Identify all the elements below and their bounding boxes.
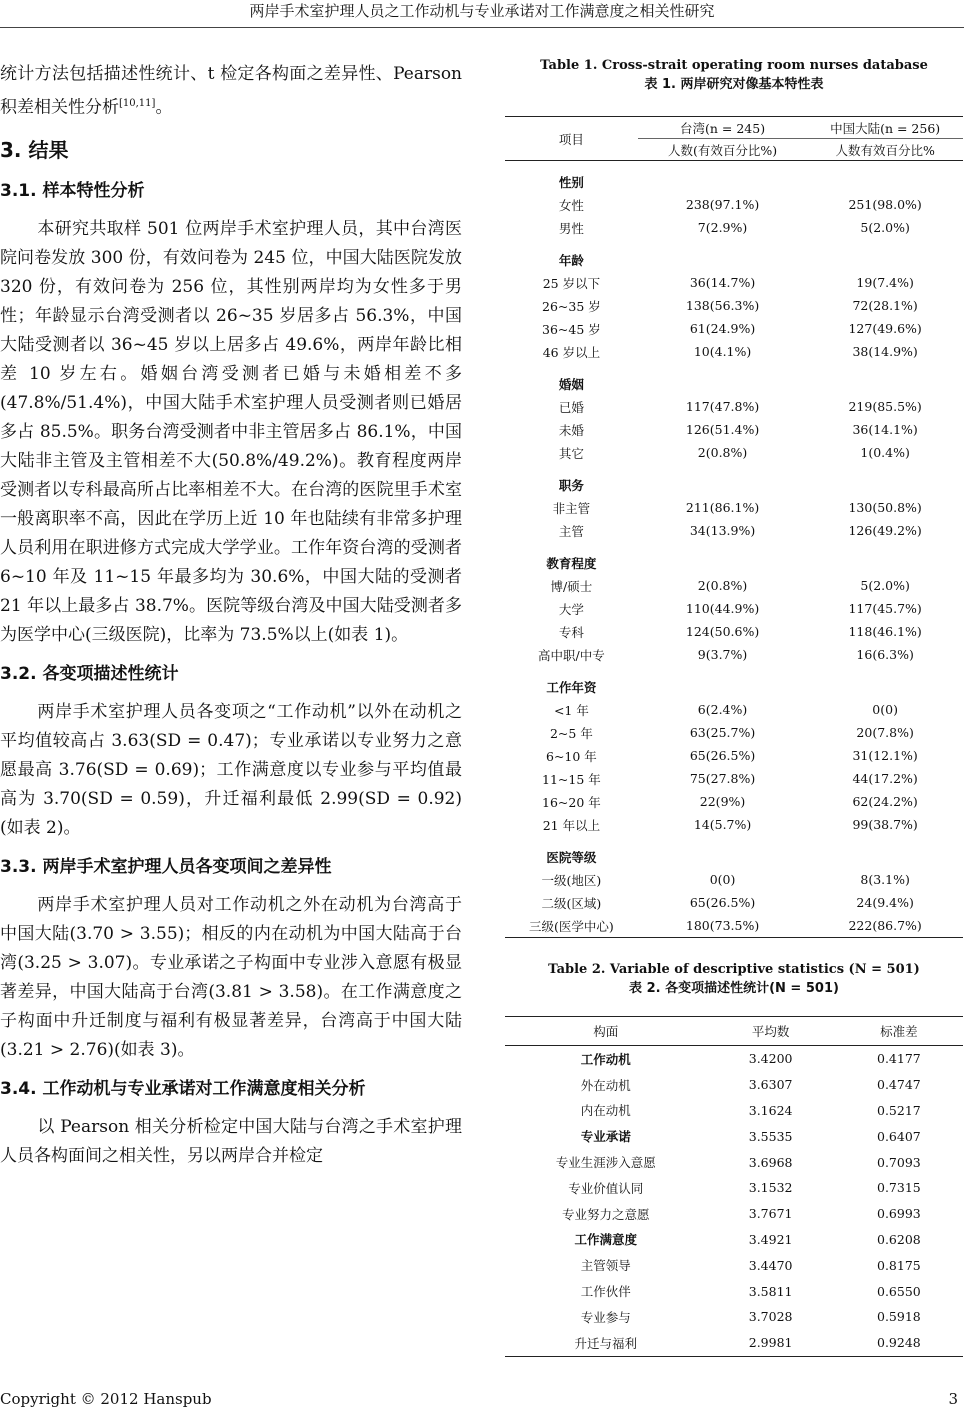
table1-col-item: 项目 — [505, 117, 638, 161]
table2-cell-dimension: 工作伙伴 — [580, 1284, 631, 1300]
table2-caption-en: Table 2. Variable of descriptive statistics (N = 501) — [548, 962, 920, 977]
table2-row — [505, 1175, 963, 1201]
table1-cell-mainland: 5(2.0%) — [860, 578, 910, 593]
table1-cell-mainland: 99(38.7%) — [852, 817, 918, 832]
table2-cell-dimension: 专业参与 — [580, 1309, 631, 1325]
table1-row — [505, 496, 963, 519]
table1-sub-mainland: 人数有效百分比% — [807, 139, 963, 161]
table1-cell-taiwan: 6(2.4%) — [697, 702, 748, 717]
table1-cell-taiwan: 10(4.1%) — [693, 344, 752, 359]
citation-ref[interactable]: [10,11] — [119, 98, 156, 109]
section-3-3-heading: 3.3. 两岸手术室护理人员各变项间之差异性 — [0, 856, 332, 877]
running-header — [0, 0, 964, 28]
table1-cell-item: 高中职/中专 — [538, 647, 605, 663]
table1-row — [505, 519, 963, 542]
table1-cell-item: 2~5 年 — [549, 725, 593, 741]
table1-group-row — [505, 666, 963, 698]
table2-cell-mean: 3.4200 — [748, 1051, 793, 1067]
table1-cell-taiwan: 34(13.9%) — [689, 523, 756, 538]
table1-cell-mainland: 36(14.1%) — [852, 422, 918, 437]
section-3-3-paragraph: 两岸手术室护理人员对工作动机之外在动机为台湾高于中国大陆(3.70 > 3.55)；相反的内在动机为中国大陆高于台湾(3.25 > 3.07)。专业承诺之子构面中专业涉入意愿有极显著差异，中国大陆高于台湾(3.81 > 3.58)。在工作满意度之子构面中升迁制度与福利有极显著差异，台湾高于中国大陆(3.21 > 2.76)(如表 3)。 — [0, 894, 462, 1060]
table2-cell-mean: 3.4470 — [748, 1257, 793, 1273]
table1-sample-characteristics — [505, 116, 963, 938]
table2-cell-mean: 3.4921 — [748, 1231, 793, 1247]
table1-group-row — [505, 239, 963, 271]
table1-cell-taiwan: 2(0.8%) — [697, 445, 748, 460]
table1-cell-item: 二级(区域) — [541, 895, 602, 911]
table1-row — [505, 914, 963, 938]
table1-empty-cell — [807, 542, 963, 574]
table2-cell-mean: 3.1532 — [748, 1180, 793, 1196]
table1-cell-taiwan: 7(2.9%) — [697, 220, 748, 235]
table1-cell-mainland: 1(0.4%) — [860, 445, 910, 460]
table1-row — [505, 698, 963, 721]
table1-empty-cell — [638, 666, 807, 698]
table2-cell-dimension: 内在动机 — [580, 1103, 631, 1119]
table2-cell-sd: 0.4177 — [877, 1051, 921, 1067]
table2-cell-sd: 0.6407 — [877, 1128, 921, 1144]
section-3-4-heading: 3.4. 工作动机与专业承诺对工作满意度相关分析 — [0, 1078, 366, 1099]
section-results-heading: 3. 结果 — [0, 137, 69, 162]
table1-cell-taiwan: 2(0.8%) — [697, 578, 748, 593]
table1-row — [505, 891, 963, 914]
table1-cell-item: 11~15 年 — [542, 771, 601, 787]
table1-row — [505, 216, 963, 239]
table2-row — [505, 1330, 963, 1356]
table1-row — [505, 643, 963, 666]
table1-cell-item: 大学 — [558, 601, 584, 617]
table1-group-row — [505, 464, 963, 496]
table2-col-mean: 平均数 — [707, 1017, 835, 1046]
table1-cell-item: 6~10 年 — [546, 748, 597, 764]
table1-cell-taiwan: 63(25.7%) — [689, 725, 756, 740]
table1-group-label: 教育程度 — [546, 556, 597, 571]
table1-cell-taiwan: 238(97.1%) — [685, 197, 760, 212]
table2-cell-mean: 3.7671 — [748, 1206, 793, 1222]
table1-cell-mainland: 38(14.9%) — [852, 344, 918, 359]
table2-cell-mean: 3.6968 — [748, 1154, 793, 1170]
table2-cell-mean: 2.9981 — [748, 1335, 793, 1351]
table1-cell-taiwan: 117(47.8%) — [685, 399, 760, 414]
table2-row — [505, 1098, 963, 1124]
table1-cell-item: 26~35 岁 — [542, 298, 601, 314]
section-3-1-paragraph: 本研究共取样 501 位两岸手术室护理人员，其中台湾医院问卷发放 300 份，有效问卷为 245 位，中国大陆医院发放 320 份，有效问卷为 256 位，其性别两岸均为女性多于男性；年龄显示台湾受测者以 26~35 岁居多占 56.3%，中国大陆受测者以 36~45 岁以上居多占 49.6%，两岸年龄比相差 10 岁左右。婚姻台湾受测者已婚与未婚相差不多(47.8%/51.4%)，中国大陆手术室护理人员受测者则已婚居多占 85.5%。职务台湾受测者中非主管居多占 86.1%，中国大陆非主管及主管相差不大(50.8%/49.2%)。教育程度两岸受测者以专科最高所占比率相差不大。在台湾的医院里手术室一般离职率不高，因此在学历上近 10 年也陆续有非常多护理人员利用在职进修方式完成大学学业。工作年资台湾的受测者 6~10 年及 11~15 年最多均为 30.6%，中国大陆的受测者 21 年以上最多占 38.7%。医院等级台湾及中国大陆受测者多为医学中心(三级医院)，比率为 73.5%以上(如表 1)。 — [0, 218, 462, 645]
table1-cell-mainland: 20(7.8%) — [856, 725, 914, 740]
table1-empty-cell — [638, 239, 807, 271]
table1-row — [505, 790, 963, 813]
table2-cell-sd: 0.6208 — [877, 1231, 921, 1247]
table2-cell-dimension: 专业生涯涉入意愿 — [555, 1155, 656, 1171]
table1-row — [505, 340, 963, 363]
table1-empty-cell — [807, 161, 963, 194]
table1-col-mainland: 中国大陆(n = 256) — [807, 117, 963, 139]
table1-group-label: 职务 — [558, 478, 584, 493]
table1-cell-item: 16~20 年 — [542, 794, 601, 810]
table1-cell-taiwan: 22(9%) — [699, 794, 746, 809]
table1-cell-mainland: 222(86.7%) — [848, 918, 922, 933]
table2-cell-dimension: 工作满意度 — [574, 1232, 638, 1248]
intro-text: 统计方法包括描述性统计、t 检定各构面之差异性、Pearson 积差相关性分析 — [0, 64, 462, 118]
table1-cell-taiwan: 65(26.5%) — [689, 895, 756, 910]
table1-cell-mainland: 19(7.4%) — [856, 275, 914, 290]
table2-descriptive-statistics — [505, 1016, 963, 1357]
table1-cell-mainland: 31(12.1%) — [852, 748, 918, 763]
table1-header-row — [505, 117, 963, 139]
table2-cell-mean: 3.6307 — [748, 1077, 793, 1093]
table1-cell-mainland: 24(9.4%) — [856, 895, 914, 910]
table2-cell-dimension: 专业努力之意愿 — [562, 1206, 650, 1222]
copyright: Copyright © 2012 Hanspub — [0, 1390, 212, 1408]
table1-empty-cell — [807, 363, 963, 395]
table2-cell-dimension: 专业承诺 — [580, 1129, 631, 1145]
table1-empty-cell — [638, 542, 807, 574]
table1-row — [505, 767, 963, 790]
table1-group-row — [505, 363, 963, 395]
table2-cell-dimension: 主管领导 — [580, 1258, 631, 1274]
table1-cell-mainland: 219(85.5%) — [848, 399, 922, 414]
table1-group-label: 年龄 — [558, 253, 584, 268]
table1-empty-cell — [638, 363, 807, 395]
table2-row — [505, 1201, 963, 1227]
table2-row — [505, 1304, 963, 1330]
table1-empty-cell — [807, 666, 963, 698]
table2-row — [505, 1149, 963, 1175]
table2-cell-mean: 3.5811 — [748, 1283, 793, 1299]
table2-cell-sd: 0.9248 — [877, 1335, 921, 1351]
section-3-1-heading: 3.1. 样本特性分析 — [0, 180, 145, 201]
table1-cell-mainland: 44(17.2%) — [852, 771, 918, 786]
table1-cell-item: <1 年 — [553, 702, 589, 718]
table1-cell-taiwan: 61(24.9%) — [689, 321, 756, 336]
table2-cell-sd: 0.7315 — [877, 1180, 921, 1196]
table1-cell-taiwan: 75(27.8%) — [689, 771, 756, 786]
table1-group-label: 医院等级 — [546, 850, 597, 865]
table1-row — [505, 597, 963, 620]
table1-cell-taiwan: 138(56.3%) — [685, 298, 760, 313]
table2-row — [505, 1123, 963, 1149]
table1-row — [505, 193, 963, 216]
table1-cell-mainland: 126(49.2%) — [848, 523, 922, 538]
table2-cell-mean: 3.7028 — [748, 1309, 793, 1325]
table2-cell-dimension: 外在动机 — [580, 1077, 631, 1093]
table1-empty-cell — [638, 161, 807, 194]
table2-cell-sd: 0.7093 — [877, 1154, 921, 1170]
table1-cell-item: 三级(医学中心) — [529, 918, 614, 934]
table1-row — [505, 395, 963, 418]
table1-row — [505, 868, 963, 891]
table1-row — [505, 574, 963, 597]
table1-cell-mainland: 16(6.3%) — [856, 647, 914, 662]
table1-empty-cell — [638, 836, 807, 868]
table2-row — [505, 1046, 963, 1072]
table1-row — [505, 721, 963, 744]
table1-group-row — [505, 161, 963, 194]
table1-cell-item: 主管 — [558, 523, 584, 539]
table1-cell-item: 46 岁以上 — [542, 344, 601, 360]
table1-cell-taiwan: 14(5.7%) — [693, 817, 752, 832]
table2-cell-sd: 0.5918 — [877, 1309, 921, 1325]
table1-row — [505, 271, 963, 294]
table1-cell-taiwan: 110(44.9%) — [685, 601, 760, 616]
table1-cell-item: 男性 — [558, 220, 584, 236]
table1-cell-mainland: 117(45.7%) — [848, 601, 922, 616]
table1-cell-mainland: 251(98.0%) — [848, 197, 922, 212]
table2-col-dimension: 构面 — [505, 1017, 707, 1046]
table2-cell-sd: 0.4747 — [877, 1077, 921, 1093]
table1-cell-item: 36~45 岁 — [542, 321, 601, 337]
intro-paragraph — [0, 60, 462, 123]
table2-caption-cn: 表 2. 各变项描述性统计(N = 501) — [629, 981, 839, 996]
table1-col-taiwan: 台湾(n = 245) — [638, 117, 807, 139]
table1-sub-taiwan: 人数(有效百分比%) — [638, 139, 807, 161]
table1-cell-item: 专科 — [558, 624, 584, 640]
table1-cell-item: 博/硕士 — [550, 578, 593, 594]
table1-caption-cn: 表 1. 两岸研究对像基本特性表 — [644, 77, 824, 92]
table2-cell-sd: 0.6550 — [877, 1283, 921, 1299]
table1-cell-item: 女性 — [558, 197, 584, 213]
section-3-2-heading: 3.2. 各变项描述性统计 — [0, 663, 179, 684]
table1-cell-taiwan: 180(73.5%) — [685, 918, 760, 933]
table1-cell-mainland: 8(3.1%) — [860, 872, 910, 887]
table1-cell-taiwan: 9(3.7%) — [697, 647, 748, 662]
table2-cell-sd: 0.5217 — [877, 1102, 921, 1118]
table1-cell-mainland: 130(50.8%) — [848, 500, 922, 515]
table1-cell-taiwan: 0(0) — [709, 872, 736, 887]
table2-cell-dimension: 升迁与福利 — [574, 1335, 638, 1351]
table2-row — [505, 1072, 963, 1098]
table2-col-sd: 标准差 — [835, 1017, 963, 1046]
table1-group-row — [505, 836, 963, 868]
table1-row — [505, 620, 963, 643]
table1-cell-taiwan: 124(50.6%) — [685, 624, 760, 639]
table1-group-label: 工作年资 — [546, 680, 597, 695]
table1-caption-en: Table 1. Cross-strait operating room nurses database — [540, 58, 928, 73]
table2-header-row — [505, 1017, 963, 1046]
table2-cell-dimension: 专业价值认同 — [568, 1180, 644, 1196]
table1-cell-item: 非主管 — [552, 500, 591, 516]
table1-cell-item: 一级(地区) — [541, 872, 602, 888]
table1-cell-mainland: 118(46.1%) — [848, 624, 922, 639]
table2-cell-sd: 0.6993 — [877, 1206, 921, 1222]
table1-cell-taiwan: 36(14.7%) — [689, 275, 756, 290]
page-number: 3 — [948, 1390, 958, 1408]
table1-cell-item: 21 年以上 — [542, 817, 601, 833]
table1-cell-item: 未婚 — [558, 422, 584, 438]
table1-empty-cell — [807, 239, 963, 271]
table1-cell-mainland: 5(2.0%) — [860, 220, 910, 235]
table1-group-label: 性别 — [558, 175, 584, 190]
table1-cell-taiwan: 211(86.1%) — [685, 500, 760, 515]
table1-empty-cell — [807, 836, 963, 868]
table1-cell-item: 其它 — [558, 445, 584, 461]
table1-cell-mainland: 62(24.2%) — [852, 794, 918, 809]
table1-cell-mainland: 127(49.6%) — [848, 321, 922, 336]
table1-cell-item: 已婚 — [558, 399, 584, 415]
table1-empty-cell — [807, 464, 963, 496]
table1-row — [505, 744, 963, 767]
table2-row — [505, 1227, 963, 1253]
table2-cell-sd: 0.8175 — [877, 1257, 921, 1273]
table2-cell-mean: 3.1624 — [748, 1102, 793, 1118]
table2-row — [505, 1252, 963, 1278]
table1-cell-taiwan: 126(51.4%) — [685, 422, 760, 437]
table1-cell-item: 25 岁以下 — [542, 275, 601, 291]
table1-cell-taiwan: 65(26.5%) — [689, 748, 756, 763]
left-column — [0, 60, 462, 1171]
table1-empty-cell — [638, 464, 807, 496]
table1-row — [505, 294, 963, 317]
table1-row — [505, 441, 963, 464]
table1-group-label: 婚姻 — [558, 377, 584, 392]
intro-end: 。 — [155, 97, 173, 118]
table2-cell-mean: 3.5535 — [748, 1128, 793, 1144]
table1-row — [505, 813, 963, 836]
section-3-4-paragraph: 以 Pearson 相关分析检定中国大陆与台湾之手术室护理人员各构面间之相关性，另以两岸合并检定 — [0, 1116, 462, 1166]
table2-row — [505, 1278, 963, 1304]
running-title: 两岸手术室护理人员之工作动机与专业承诺对工作满意度之相关性研究 — [249, 2, 715, 20]
section-3-2-paragraph: 两岸手术室护理人员各变项之“工作动机”以外在动机之平均值较高占 3.63(SD = 0.47)；专业承诺以专业努力之意愿最高 3.76(SD = 0.69)；工作满意度以专业参与平均值最高为 3.70(SD = 0.59)，升迁福利最低 2.99(SD = 0.92)(如表 2)。 — [0, 701, 462, 838]
right-column — [505, 56, 963, 1357]
table1-cell-mainland: 72(28.1%) — [852, 298, 918, 313]
table1-group-row — [505, 542, 963, 574]
table1-cell-mainland: 0(0) — [872, 702, 898, 717]
table1-row — [505, 418, 963, 441]
table2-cell-dimension: 工作动机 — [580, 1051, 631, 1067]
table1-row — [505, 317, 963, 340]
